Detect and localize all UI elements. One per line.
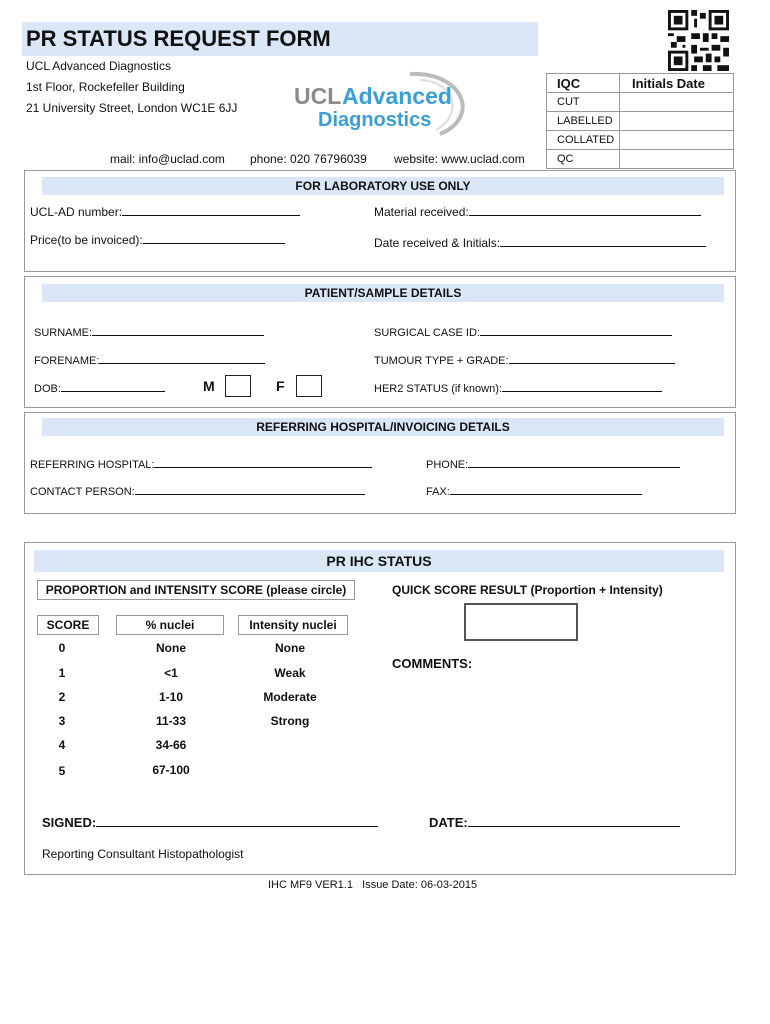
iqc-row-collated: COLLATED — [547, 131, 620, 150]
iqc-cut-entry[interactable] — [620, 93, 734, 112]
her2-status-field[interactable] — [374, 379, 662, 395]
ucl-ad-number-label: UCL-AD number: — [30, 205, 123, 219]
contact-website: website: www.uclad.com — [394, 152, 525, 166]
quick-score-label: QUICK SCORE RESULT (Proportion + Intensity) — [392, 583, 663, 597]
footer-version: IHC MF9 VER1.1 Issue Date: 06-03-2015 — [268, 879, 478, 891]
fax-label: FAX: — [426, 486, 450, 498]
date-label: DATE: — [429, 815, 468, 830]
iqc-collated-entry[interactable] — [620, 131, 734, 150]
score-cell[interactable]: 2 — [58, 690, 66, 704]
page-title: PR STATUS REQUEST FORM — [26, 26, 331, 51]
date-field[interactable] — [429, 814, 680, 830]
male-checkbox[interactable] — [225, 375, 251, 397]
nuclei-cell[interactable]: 11-33 — [155, 714, 187, 728]
her2-status-label: HER2 STATUS (if known): — [374, 383, 502, 395]
nuclei-cell[interactable]: <1 — [164, 666, 178, 680]
address-line-2: 21 University Street, London WC1E 6JJ — [26, 101, 238, 115]
intensity-cell[interactable]: None — [275, 641, 305, 655]
nuclei-column-header: % nuclei — [116, 615, 224, 635]
iqc-labelled-entry[interactable] — [620, 112, 734, 131]
price-field[interactable] — [30, 231, 285, 247]
ucl-ad-number-field[interactable] — [30, 203, 300, 219]
lab-heading: FOR LABORATORY USE ONLY — [42, 177, 724, 195]
qr-code-icon — [668, 10, 729, 71]
score-cell[interactable]: 4 — [58, 738, 66, 752]
dob-field[interactable] — [34, 379, 165, 395]
surname-label: SURNAME: — [34, 327, 93, 339]
price-label: Price(to be invoiced): — [30, 233, 143, 247]
signed-field[interactable] — [42, 814, 378, 830]
tumour-type-field[interactable] — [374, 351, 675, 367]
referring-hospital-field[interactable] — [30, 455, 372, 471]
intensity-cell[interactable]: Weak — [274, 666, 306, 680]
tumour-type-label: TUMOUR TYPE + GRADE: — [374, 355, 509, 367]
date-received-label: Date received & Initials: — [374, 236, 501, 250]
score-cell[interactable]: 5 — [58, 764, 66, 778]
iqc-header: IQC — [547, 74, 620, 93]
signed-label: SIGNED: — [42, 815, 97, 830]
contact-person-field[interactable] — [30, 482, 365, 498]
nuclei-cell[interactable]: 67-100 — [152, 763, 190, 777]
logo-diagnostics-text: Diagnostics — [318, 109, 432, 131]
contact-person-label: CONTACT PERSON: — [30, 486, 135, 498]
score-cell[interactable]: 1 — [58, 666, 66, 680]
iqc-row-labelled: LABELLED — [547, 112, 620, 131]
intensity-cell[interactable]: Strong — [270, 714, 310, 728]
form-title-bar — [22, 22, 538, 56]
male-label: M — [203, 378, 215, 394]
nuclei-cell[interactable]: 1-10 — [158, 690, 184, 704]
proportion-heading: PROPORTION and INTENSITY SCORE (please circle) — [37, 580, 355, 600]
female-label: F — [276, 378, 285, 394]
contact-phone: phone: 020 76796039 — [250, 152, 367, 166]
org-name: UCL Advanced Diagnostics — [26, 59, 171, 73]
comments-label: COMMENTS: — [392, 656, 473, 671]
iqc-table — [546, 73, 734, 169]
iqc-row-qc: QC — [547, 150, 620, 169]
ucl-advanced-diagnostics-logo — [290, 68, 470, 138]
nuclei-cell[interactable]: None — [156, 641, 186, 655]
patient-heading: PATIENT/SAMPLE DETAILS — [42, 284, 724, 302]
score-column-header: SCORE — [37, 615, 99, 635]
referring-heading: REFERRING HOSPITAL/INVOICING DETAILS — [42, 418, 724, 436]
address-line-1: 1st Floor, Rockefeller Building — [26, 80, 185, 94]
surname-field[interactable] — [34, 323, 264, 339]
intensity-column-header: Intensity nuclei — [238, 615, 348, 635]
logo-advanced-text: Advanced — [342, 83, 452, 109]
iqc-qc-entry[interactable] — [620, 150, 734, 169]
quick-score-box[interactable] — [464, 603, 578, 641]
score-cell[interactable]: 3 — [58, 714, 66, 728]
iqc-row-cut: CUT — [547, 93, 620, 112]
forename-label: FORENAME: — [34, 355, 100, 367]
consultant-label: Reporting Consultant Histopathologist — [42, 847, 244, 861]
phone-field[interactable] — [426, 455, 680, 471]
material-received-label: Material received: — [374, 205, 469, 219]
surgical-case-id-field[interactable] — [374, 323, 672, 339]
dob-label: DOB: — [34, 383, 61, 395]
referring-hospital-label: REFERRING HOSPITAL: — [30, 459, 155, 471]
surgical-case-id-label: SURGICAL CASE ID: — [374, 327, 480, 339]
contact-mail: mail: info@uclad.com — [110, 152, 225, 166]
phone-label: PHONE: — [426, 459, 469, 471]
comments-area[interactable] — [392, 676, 722, 796]
iqc-initials-date-header: Initials Date — [620, 74, 734, 93]
nuclei-cell[interactable]: 34-66 — [155, 738, 187, 752]
material-received-field[interactable] — [374, 203, 701, 219]
fax-field[interactable] — [426, 482, 642, 498]
ihc-heading: PR IHC STATUS — [34, 550, 724, 572]
date-received-field[interactable] — [374, 234, 706, 250]
female-checkbox[interactable] — [296, 375, 322, 397]
score-cell[interactable]: 0 — [58, 641, 66, 655]
logo-ucl-text: UCL — [294, 83, 342, 109]
intensity-cell[interactable]: Moderate — [263, 690, 317, 704]
forename-field[interactable] — [34, 351, 265, 367]
